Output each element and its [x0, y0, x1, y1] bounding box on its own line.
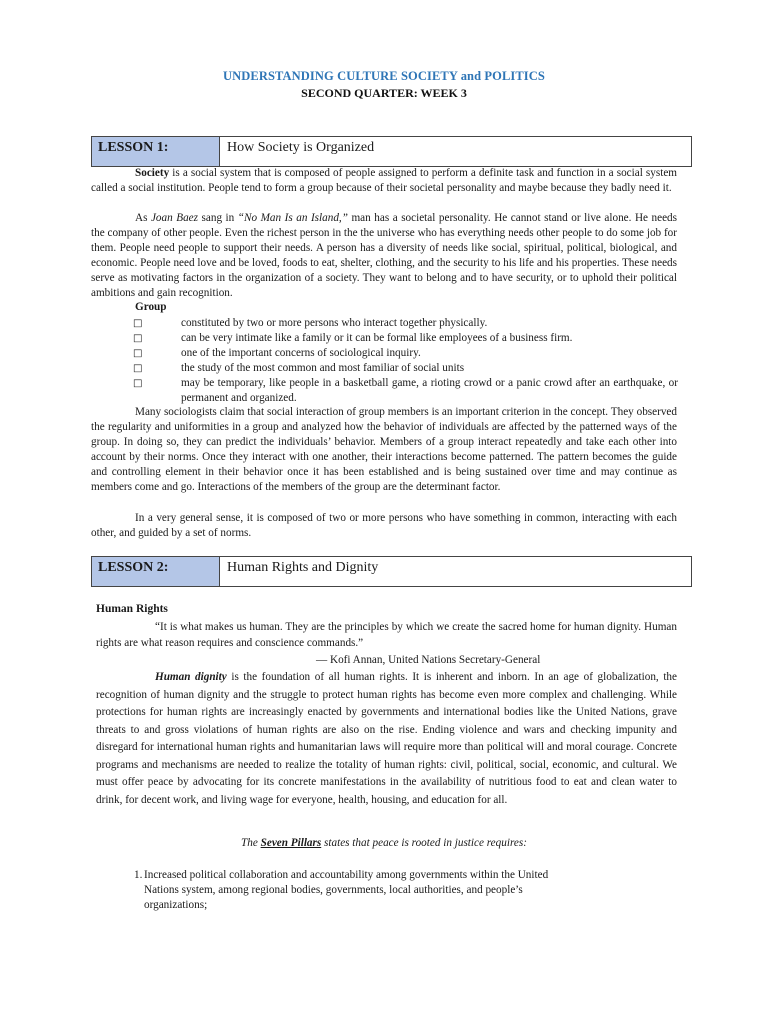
singer-name: Joan Baez — [150, 212, 198, 224]
list-item — [133, 331, 678, 346]
sociologists-paragraph: Many sociologists claim that social interaction of group members is an important criterion in the concept. They observed the regularity and uniformities in a group and analyzed how the behavior of individuals are affected by the patterned ways of the group. In doing so, they can predict the individuals’ behavior. Members of a group interact repeatedly and take each other into account by their norms. Once they interact with one another, their interactions become patterned. The pattern becomes the guide and controlling element in their behavior once it has been established and is being sustained over time and may continue as members come and go. Interactions of the members of the group are the determinant factor. — [91, 406, 677, 493]
society-paragraph — [91, 166, 677, 196]
checkbox-bullet-icon: □ — [133, 378, 143, 389]
list-number: 1. — [134, 869, 143, 881]
song-title: “No Man Is an Island,” — [237, 212, 348, 224]
list-item — [133, 361, 678, 376]
list-item-text: the study of the most common and most familiar of social units — [181, 362, 465, 374]
lesson-1-label: LESSON 1: — [92, 137, 220, 166]
joan-baez-paragraph — [91, 211, 677, 301]
list-item-text: constituted by two or more persons who interact together physically. — [181, 317, 488, 329]
intro-text: The — [241, 837, 261, 849]
list-item-text: Nations system, among regional bodies, governments, local authorities, and people’s — [144, 884, 523, 896]
list-item-text: Increased political collaboration and accountability among governments within the United — [144, 869, 549, 881]
lesson-2-label: LESSON 2: — [92, 557, 220, 586]
seven-pillars-intro — [0, 837, 768, 849]
checkbox-bullet-icon: □ — [133, 363, 143, 374]
group-definition-paragraph: In a very general sense, it is composed of two or more persons who have something in common, interacting with each other, and guided by a set of norms. — [91, 512, 677, 539]
document-subtitle: SECOND QUARTER: WEEK 3 — [301, 86, 467, 100]
checkbox-bullet-icon: □ — [133, 333, 143, 344]
quote-attribution: — Kofi Annan, United Nations Secretary-General — [316, 654, 541, 666]
list-item — [133, 346, 678, 361]
lesson-1-header — [91, 136, 692, 167]
pillars-list-item-1 — [134, 868, 584, 913]
list-item — [133, 376, 678, 406]
lesson-2-header — [91, 556, 692, 587]
list-item-text: one of the important concerns of sociological inquiry. — [181, 347, 421, 359]
lesson-2-title: Human Rights and Dignity — [227, 560, 379, 575]
paragraph-text: As — [135, 212, 151, 224]
document-title: UNDERSTANDING CULTURE SOCIETY and POLITICS — [223, 69, 545, 83]
list-item-text: organizations; — [144, 899, 208, 911]
paragraph-text: man has a societal personality. He cannot stand or live alone. He needs the company of other people. Even the richest person in the the universe who has everything needs other people to do some job for them. People need people to support their needs. A person has a diversity of needs like social, spiritual, political, biological, and economic. People need love and be loved, foods to eat, shelter, clothing, and the security to his life and his properties. These needs serve as motivating factors in the organization of a society. They want to belong and to have security, or to uphold their political ambitions and gain recognition. — [91, 212, 677, 299]
society-definition: is a social system that is composed of people assigned to perform a definite task and function in a social system called a social institution. People tend to form a group because of their societal personality and maybe because they badly need it. — [91, 167, 677, 194]
human-rights-heading: Human Rights — [96, 603, 168, 615]
list-item — [133, 316, 678, 331]
intro-text: states that peace is rooted in justice requires: — [321, 837, 527, 849]
kofi-annan-quote: “It is what makes us human. They are the principles by which we create the sacred home for human dignity. Human rights are what reason requires and conscience commands.” — [96, 621, 677, 649]
paragraph-text: sang in — [198, 212, 238, 224]
list-item-text: can be very intimate like a family or it can be formal like employees of a business firm. — [181, 332, 573, 344]
group-heading: Group — [135, 301, 167, 313]
society-term: Society — [135, 167, 170, 179]
seven-pillars-term: Seven Pillars — [260, 837, 322, 849]
checkbox-bullet-icon: □ — [133, 348, 143, 359]
lesson-1-title: How Society is Organized — [227, 140, 375, 155]
checkbox-bullet-icon: □ — [133, 318, 143, 329]
list-item-text: may be temporary, like people in a basketball game, a rioting crowd or a panic crowd after an earthquake, or permanent and organized. — [181, 377, 678, 404]
group-bullet-list — [133, 316, 678, 406]
human-dignity-term: Human dignity — [155, 671, 227, 683]
human-dignity-paragraph — [96, 669, 677, 809]
human-dignity-text: is the foundation of all human rights. It is inherent and inborn. In an age of globalization, the recognition of human dignity and the struggle to protect human rights has become even more complex and challenging. While protections for human rights are increasingly enacted by governments and international bodies like the United Nations, grave threats to and gross violations of human rights are also on the rise. Ending violence and wars and checking impunity and disregard for international human rights and humanitarian laws will require more than political will and moral courage. Concrete programs and mechanisms are needed to realize the totality of human rights: civil, political, social, economic, and cultural. We must offer peace by advocating for its concrete manifestations in the availability of nutritious food to eat and clean water to drink, for decent work, and living wage for everyone, health, housing, and education for all. — [96, 671, 677, 806]
